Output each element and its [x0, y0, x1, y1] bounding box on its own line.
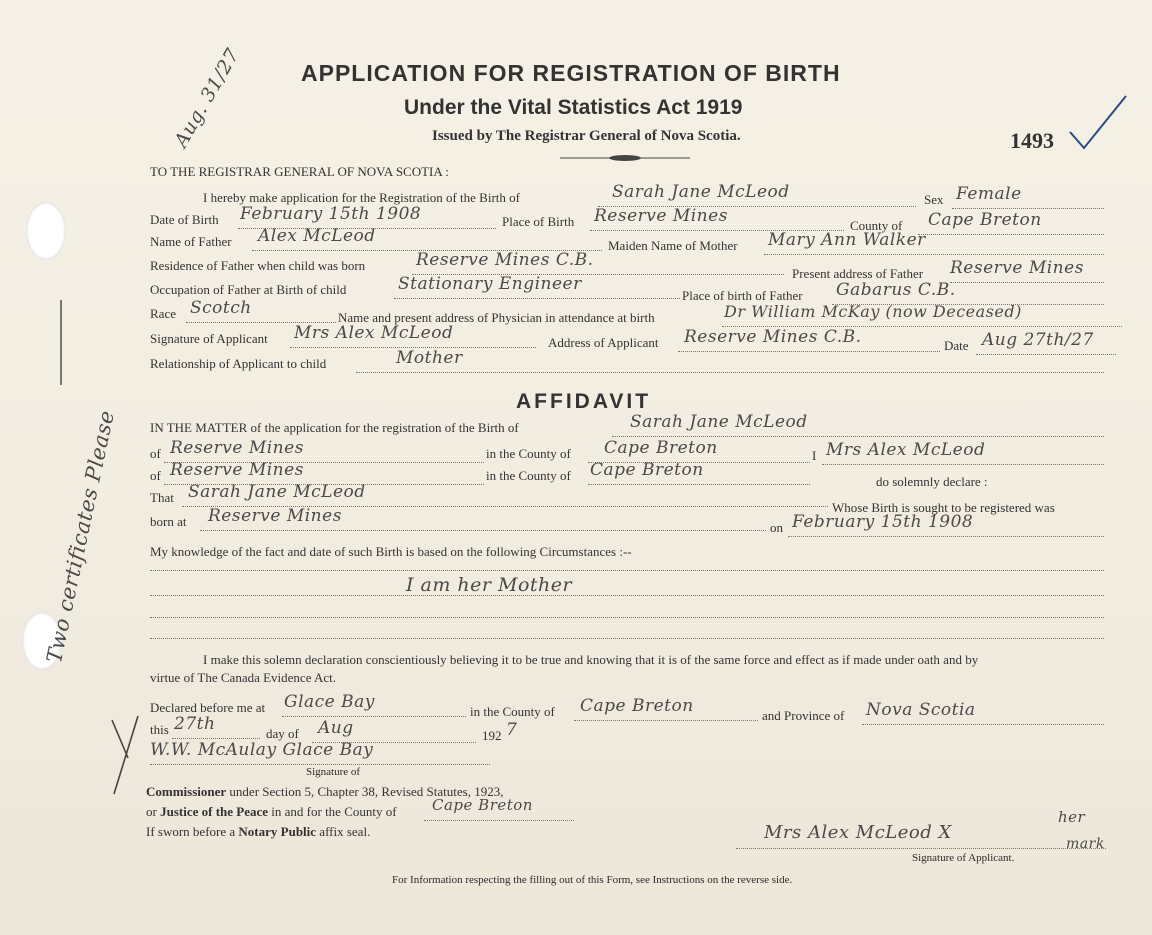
margin-certificates-note: Two certificates Please	[42, 408, 120, 665]
knowledge-label: My knowledge of the fact and date of such Birth is based on the following Circumstances :--	[150, 544, 632, 559]
relationship-label: Relationship of Applicant to child	[150, 356, 327, 371]
jp-county: Cape Breton	[432, 796, 533, 814]
of-label: of	[150, 446, 161, 461]
solemnly-declare: do solemnly declare :	[876, 474, 988, 489]
pob-label: Place of Birth	[502, 214, 575, 229]
father-value: Alex McLeod	[258, 226, 376, 246]
year-label: 192	[482, 728, 502, 743]
present-addr-line	[950, 282, 1104, 283]
circumstance-line-1	[150, 570, 1104, 571]
of-place: Reserve Mines	[170, 438, 304, 458]
sex-line	[952, 208, 1104, 209]
applicant-signature: Mrs Alex McLeod X	[764, 822, 952, 843]
res-father-value: Reserve Mines C.B.	[416, 250, 594, 270]
margin-date-note: Aug. 31/27	[170, 44, 245, 152]
commissioner-text: under Section 5, Chapter 38, Revised Statutes, 1923,	[229, 784, 504, 799]
date-label: Date	[944, 338, 969, 353]
notary-pre: If sworn before a	[146, 824, 236, 839]
in-county: Cape Breton	[604, 438, 718, 458]
circumstance: I am her Mother	[406, 574, 573, 596]
county-value: Cape Breton	[928, 210, 1042, 230]
county-line	[918, 234, 1104, 235]
province-line	[862, 724, 1104, 725]
pob-value: Reserve Mines	[594, 206, 728, 226]
race-label: Race	[150, 306, 176, 321]
notary-bold: Notary Public	[238, 824, 317, 839]
footer-note: For Information respecting the filling out of this Form, see Instructions on the reverse side.	[392, 874, 793, 886]
margin-bracket-line	[60, 300, 62, 385]
date-value: Aug 27th/27	[982, 330, 1094, 350]
father-label: Name of Father	[150, 234, 232, 249]
month-value: Aug	[318, 718, 354, 738]
intro-label: I hereby make application for the Registration of the Birth of	[203, 190, 520, 205]
date-line	[976, 354, 1116, 355]
circumstance-line-3	[150, 617, 1104, 618]
affidavit-heading: AFFIDAVIT	[516, 390, 652, 413]
notary-line	[146, 824, 370, 840]
of-place-2: Reserve Mines	[170, 460, 304, 480]
addressee: TO THE REGISTRAR GENERAL OF NOVA SCOTIA :	[150, 164, 449, 179]
circumstance-line-2	[150, 595, 1104, 596]
declarant-line	[822, 464, 1104, 465]
check-mark-icon	[1068, 92, 1130, 152]
circumstance-line-4	[150, 638, 1104, 639]
sig-applicant-value: Mrs Alex McLeod	[294, 323, 454, 343]
on-date-line	[788, 536, 1104, 537]
day-of-label: day of	[266, 726, 299, 741]
mother-label: Maiden Name of Mother	[608, 238, 738, 253]
declaration-text-2: virtue of The Canada Evidence Act.	[150, 670, 337, 685]
declaration-text: I make this solemn declaration conscientiously believing it to be true and knowing that it is of the same force and effect as if made under oath and by	[203, 652, 979, 667]
born-at: Reserve Mines	[208, 506, 342, 526]
physician-value: Dr William McKay (now Deceased)	[724, 302, 1022, 321]
present-addr-label: Present address of Father	[792, 266, 924, 281]
day-value: 27th	[174, 714, 216, 734]
mother-line	[764, 254, 1104, 255]
jp-county-line	[424, 820, 574, 821]
declarant: Mrs Alex McLeod	[826, 440, 986, 460]
race-value: Scotch	[190, 298, 252, 318]
mother-value: Mary Ann Walker	[768, 230, 926, 250]
occupation-line	[394, 298, 680, 299]
header-ornament	[560, 154, 690, 162]
that-label: That	[150, 490, 174, 505]
sex-label: Sex	[924, 192, 944, 207]
notary-post: affix seal.	[319, 824, 371, 839]
relationship-line	[356, 372, 1104, 373]
of-label-2: of	[150, 468, 161, 483]
child-name: Sarah Jane McLeod	[612, 182, 790, 202]
jp-text: in and for the County of	[271, 804, 397, 819]
signature-of: Signature of	[306, 766, 361, 778]
occupation-value: Stationary Engineer	[398, 274, 582, 294]
i-label: I	[812, 448, 817, 463]
in-county-label-2: in the County of	[486, 468, 571, 483]
dob-value: February 15th 1908	[240, 204, 422, 224]
this-label: this	[150, 722, 169, 737]
applicant-sig-caption: Signature of Applicant.	[912, 852, 1015, 864]
commissioner-signature: W.W. McAulay Glace Bay	[150, 740, 374, 760]
res-father-label: Residence of Father when child was born	[150, 258, 366, 273]
county-label: County of	[850, 218, 903, 233]
declared-at-line	[282, 716, 466, 717]
sig-applicant-label: Signature of Applicant	[150, 331, 268, 346]
in-county-2: Cape Breton	[590, 460, 704, 480]
addr-applicant-label: Address of Applicant	[548, 335, 659, 350]
county-label-3: in the County of	[470, 704, 555, 719]
occupation-label: Occupation of Father at Birth of child	[150, 282, 347, 297]
on-label: on	[770, 520, 783, 535]
province-label: and Province of	[762, 708, 845, 723]
her-note: her	[1058, 808, 1086, 826]
mark-note: mark	[1066, 836, 1105, 852]
sex-value: Female	[956, 184, 1022, 204]
commissioner-sig-line	[150, 764, 490, 765]
addr-applicant-value: Reserve Mines C.B.	[684, 327, 862, 347]
issued-by: Issued by The Registrar General of Nova Scotia.	[432, 128, 741, 144]
applicant-sig-line	[736, 848, 1106, 849]
on-date: February 15th 1908	[792, 512, 974, 532]
day-line	[172, 738, 260, 739]
commissioner-bold: Commissioner	[146, 784, 227, 799]
jp-bold: Justice of the Peace	[160, 804, 269, 819]
county-3: Cape Breton	[580, 696, 694, 716]
in-county-label: in the County of	[486, 446, 571, 461]
born-at-label: born at	[150, 514, 187, 529]
matter-label: IN THE MATTER of the application for the registration of the Birth of	[150, 420, 519, 435]
x-mark-icon	[108, 714, 144, 796]
that-name: Sarah Jane McLeod	[188, 482, 366, 502]
punch-hole-top	[26, 202, 66, 260]
in-county-line-2	[588, 484, 810, 485]
province: Nova Scotia	[866, 700, 976, 720]
pob-father-value: Gabarus C.B.	[836, 280, 956, 300]
whose-birth: Whose Birth is sought to be registered was	[832, 500, 1055, 515]
matter-line	[612, 436, 1104, 437]
registration-number: 1493	[1010, 128, 1054, 153]
declared-label: Declared before me at	[150, 700, 266, 715]
jp-line	[146, 804, 397, 820]
county-3-line	[574, 720, 758, 721]
born-at-line	[200, 530, 766, 531]
dob-label: Date of Birth	[150, 212, 219, 227]
form-subtitle: Under the Vital Statistics Act 1919	[404, 96, 743, 119]
year-value: 7	[506, 720, 518, 740]
pob-father-label: Place of birth of Father	[682, 288, 803, 303]
form-title: APPLICATION FOR REGISTRATION OF BIRTH	[301, 60, 841, 86]
addr-applicant-line	[678, 351, 940, 352]
physician-label: Name and present address of Physician in attendance at birth	[338, 310, 655, 325]
present-addr-value: Reserve Mines	[950, 258, 1084, 278]
matter-child: Sarah Jane McLeod	[630, 412, 808, 432]
relationship-value: Mother	[396, 348, 463, 368]
declared-at: Glace Bay	[284, 692, 375, 712]
or-label: or	[146, 804, 157, 819]
